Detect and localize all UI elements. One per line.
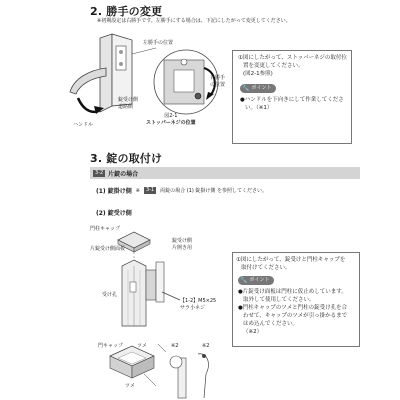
receiver-hole-label: 受け孔 — [102, 292, 118, 298]
section-2-heading: 2. 勝手の変更 — [90, 5, 163, 18]
item-2-label: (2) 錠受け側 — [96, 210, 132, 217]
cap-bottom-label: 門キャップ — [98, 343, 124, 349]
left-position-label: 左勝手の位置 — [143, 40, 174, 46]
section-2-instruction: ①図にしたがって、ストッパーネジの取付位 置を変更してください。 (図2-1参照) — [238, 55, 347, 77]
claw-label-1: ツメ — [137, 343, 147, 349]
section-3-heading: 3. 錠の取付け — [90, 152, 163, 165]
right-position-label: 右勝手 の位置 — [210, 75, 226, 88]
wrench-icon: 🔧 — [240, 277, 248, 284]
note-mark-2: ※2 — [202, 343, 210, 349]
single-latch-plate-label: 片錠受け側面板 — [90, 246, 126, 252]
latch-side-receiver-label: 錠受け側 片開き用 — [172, 238, 193, 251]
step-code-chip: 3-2 — [95, 170, 104, 176]
section-3-instruction: ①図にしたがって、錠受けと門柱キャップを 取付けてください。 — [236, 257, 346, 271]
section-2-point-badge: 🔧 ポイント — [240, 84, 276, 93]
claw-label-2: ツメ — [125, 383, 135, 389]
section-3-point-badge: 🔧 ポイント — [238, 276, 274, 285]
gatepost-illustration — [100, 222, 210, 332]
section-2-note: ※初期設定は右勝手です。左勝手にする場合は、下記にしたがって変更してください。 — [97, 18, 291, 24]
section-3-point-text: ●片錠受け面板は門柱に仮止めしています。 取外して使用してください。 ●門柱キャップのツメと門柱の錠受け孔を合 わせて、キャップのツメが引っ掛かるまで はめ込んでください。 （※2） — [238, 289, 348, 335]
wrench-icon: 🔧 — [242, 85, 250, 92]
item-1-line: (1) 錠掛け側 ※ 3-1 両錠の場合 (1) 錠掛け側 を参照してください。 — [96, 187, 267, 195]
handle-label: ハンドル — [73, 122, 94, 128]
section-3-2-title: 3-2 片錠の場合 — [95, 170, 139, 178]
figure-2-1-caption: 図2-1 ストッパーネジの位置 — [146, 113, 196, 126]
latch-side-label: 錠受け側 道路側 — [118, 97, 139, 110]
gatepost-cap-label: 門柱キャップ — [90, 226, 121, 232]
section-2-point-text: ●ハンドルを下向きにして作業してくださ い。（※1） — [240, 97, 344, 111]
screw-spec-label: 【1-2】M5×25 サラ小ネジ — [180, 298, 217, 311]
ref-code-chip: 3-1 — [145, 187, 155, 193]
note-mark-1: ※2 — [171, 343, 179, 349]
